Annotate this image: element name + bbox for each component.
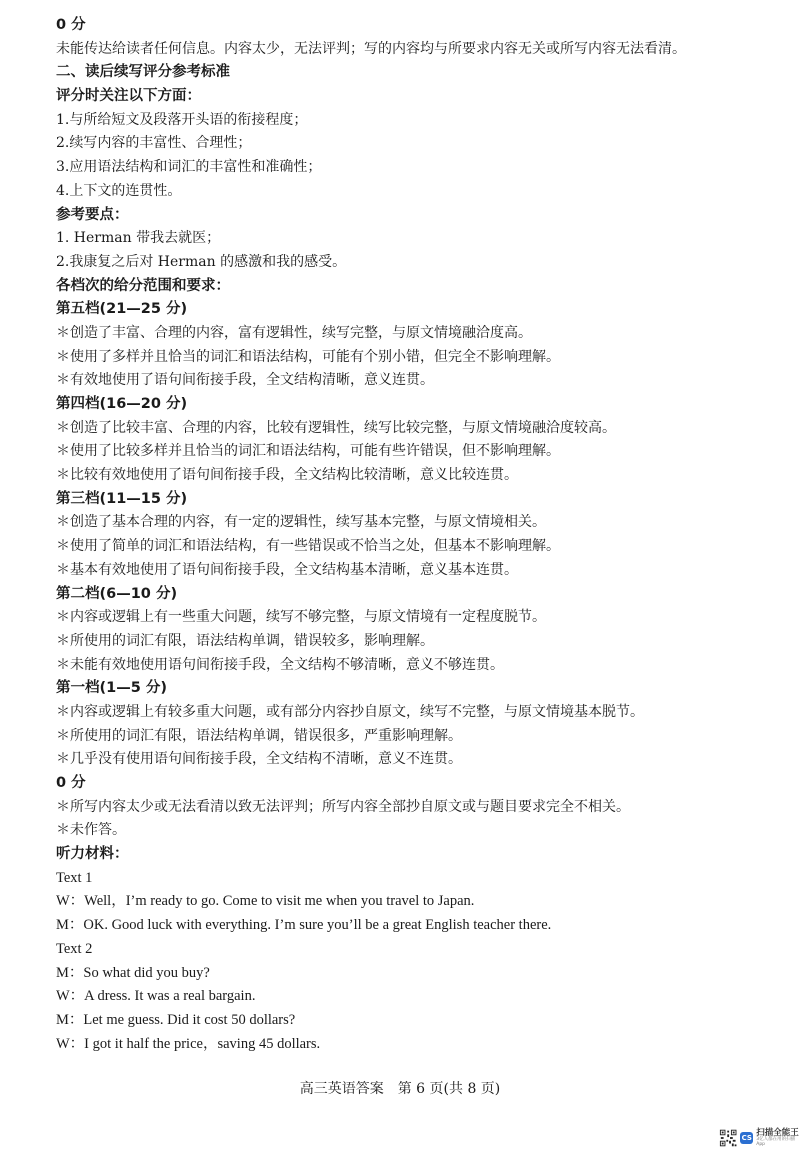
- text-line: ＊使用了简单的词汇和语法结构，有一些错误或不恰当之处，但基本不影响理解。: [56, 538, 560, 555]
- text-line: ＊内容或逻辑上有较多重大问题，或有部分内容抄自原文，续写不完整，与原文情境基本脱节。: [56, 703, 644, 720]
- text-line: 2.续写内容的丰富性、合理性；: [56, 135, 252, 152]
- section-heading: 第四档(16—20 分): [56, 396, 188, 412]
- text-line: ＊未能有效地使用语句间衔接手段，全文结构不够清晰，意义不够连贯。: [56, 656, 504, 673]
- text-line: W：Well，I’m ready to go. Come to visit me when you travel to Japan.: [56, 893, 475, 910]
- text-line: Text 1: [56, 869, 93, 886]
- section-heading: 各档次的给分范围和要求：: [56, 277, 230, 294]
- section-heading: 评分时关注以下方面：: [56, 88, 201, 105]
- text-line: M：So what did you buy?: [56, 964, 210, 981]
- watermark-text: [756, 1129, 800, 1148]
- text-line: ＊内容或逻辑上有一些重大问题，续写不够完整，与原文情境有一定程度脱节。: [56, 609, 546, 626]
- section-heading: 0 分: [56, 17, 86, 33]
- watermark-title: 扫描全能王: [756, 1127, 799, 1138]
- page-footer: [0, 1078, 800, 1098]
- text-line: 3.应用语法结构和词汇的丰富性和准确性；: [56, 159, 322, 176]
- document-body: [56, 14, 786, 1056]
- text-line: 未能传达给读者任何信息。内容太少，无法评判；写的内容均与所要求内容无关或所写内容无法看清。: [56, 40, 686, 57]
- text-line: ＊未作答。: [56, 822, 126, 839]
- section-heading: 第五档(21—25 分): [56, 301, 188, 318]
- text-line: ＊所使用的词汇有限，语法结构单调，错误较多，影响理解。: [56, 632, 434, 649]
- text-line: M：Let me guess. Did it cost 50 dollars?: [56, 1011, 296, 1028]
- watermark-subtitle: 3亿人都在用的扫描App: [756, 1137, 796, 1147]
- section-heading: 参考要点：: [56, 206, 129, 223]
- section-heading: 0 分: [56, 775, 86, 791]
- text-line: ＊使用了比较多样并且恰当的词汇和语法结构，可能有些许错误，但不影响理解。: [56, 443, 560, 460]
- section-heading: 二、读后续写评分参考标准: [56, 64, 230, 81]
- text-line: W：A dress. It was a real bargain.: [56, 988, 256, 1005]
- text-line: M：OK. Good luck with everything. I’m sure you’ll be a great English teacher there.: [56, 917, 552, 934]
- text-line: 1. Herman 带我去就医；: [56, 230, 221, 247]
- text-line: 4.上下文的连贯性。: [56, 182, 182, 199]
- section-heading: 第二档(6—10 分): [56, 585, 178, 602]
- text-line: ＊所使用的词汇有限，语法结构单调，错误很多，严重影响理解。: [56, 727, 462, 744]
- text-line: ＊所写内容太少或无法看清以致无法评判；所写内容全部抄自原文或与题目要求完全不相关。: [56, 798, 630, 815]
- page-number-text: 高三英语答案 第 6 页(共 8 页): [299, 1081, 501, 1097]
- text-line: ＊使用了多样并且恰当的词汇和语法结构，可能有个别小错，但完全不影响理解。: [56, 348, 560, 365]
- section-heading: 第一档(1—5 分): [56, 680, 167, 697]
- section-heading: 听力材料：: [56, 846, 129, 863]
- text-line: 2.我康复之后对 Herman 的感激和我的感受。: [56, 253, 347, 270]
- text-line: ＊有效地使用了语句间衔接手段，全文结构清晰，意义连贯。: [56, 372, 434, 389]
- text-line: ＊创造了丰富、合理的内容，富有逻辑性，续写完整，与原文情境融洽度高。: [56, 324, 532, 341]
- camscanner-logo-icon: CS: [741, 1134, 752, 1142]
- qr-code-icon: [719, 1128, 737, 1148]
- text-line: Text 2: [56, 940, 93, 957]
- text-line: ＊比较有效地使用了语句间衔接手段，全文结构比较清晰，意义比较连贯。: [56, 467, 518, 484]
- text-line: ＊几乎没有使用语句间衔接手段，全文结构不清晰，意义不连贯。: [56, 751, 462, 768]
- text-line: W：I got it half the price，saving 45 dollars.: [56, 1035, 321, 1052]
- text-line: ＊创造了基本合理的内容，有一定的逻辑性，续写基本完整，与原文情境相关。: [56, 514, 546, 531]
- section-heading: 第三档(11—15 分): [56, 490, 188, 507]
- scanner-watermark: [719, 1127, 800, 1149]
- text-line: ＊创造了比较丰富、合理的内容，比较有逻辑性，续写比较完整，与原文情境融洽度较高。: [56, 419, 616, 436]
- text-line: ＊基本有效地使用了语句间衔接手段，全文结构基本清晰，意义基本连贯。: [56, 561, 518, 578]
- text-line: 1.与所给短文及段落开头语的衔接程度；: [56, 111, 308, 128]
